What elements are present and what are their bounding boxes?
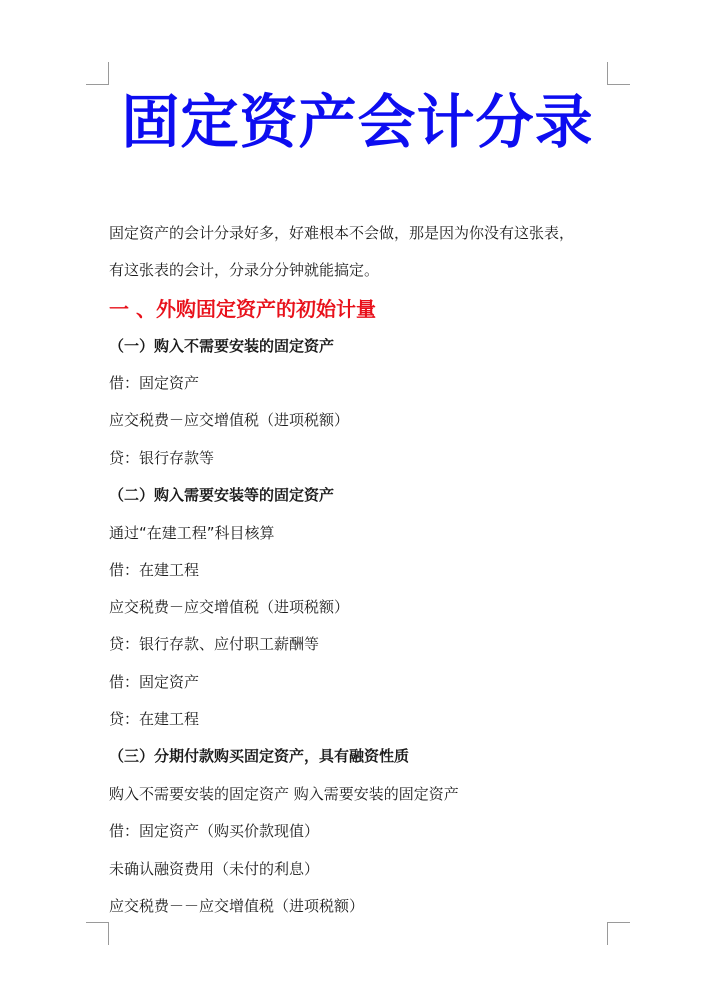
subsection-heading-2: （二）购入需要安装等的固定资产 — [109, 486, 335, 504]
entry-line: 贷：在建工程 — [109, 710, 200, 728]
section-heading-1: 一 、外购固定资产的初始计量 — [109, 297, 376, 321]
crop-mark-bottom-right — [607, 922, 630, 945]
entry-line: 借：固定资产 — [109, 673, 200, 691]
subsection-heading-1: （一）购入不需要安装的固定资产 — [109, 337, 335, 355]
entry-line: 未确认融资费用（未付的利息） — [109, 860, 320, 878]
entry-line: 贷：银行存款等 — [109, 449, 215, 467]
entry-line: 借：固定资产（购买价款现值） — [109, 822, 320, 840]
entry-line: 购入不需要安装的固定资产 购入需要安装的固定资产 — [109, 785, 459, 803]
entry-line: 应交税费－应交增值税（进项税额） — [109, 598, 350, 616]
intro-line-1: 固定资产的会计分录好多，好难根本不会做，那是因为你没有这张表， — [109, 224, 575, 242]
entry-line: 应交税费－－应交增值税（进项税额） — [109, 897, 365, 915]
entry-line: 贷：银行存款、应付职工薪酬等 — [109, 635, 320, 653]
subsection-heading-3: （三）分期付款购买固定资产，具有融资性质 — [109, 747, 410, 765]
entry-line: 应交税费－应交增值税（进项税额） — [109, 411, 350, 429]
crop-mark-bottom-left — [86, 922, 109, 945]
document-title: 固定资产会计分录 — [121, 88, 594, 156]
entry-line: 通过“在建工程”科目核算 — [109, 524, 275, 542]
entry-line: 借：固定资产 — [109, 374, 200, 392]
entry-line: 借：在建工程 — [109, 561, 200, 579]
intro-line-2: 有这张表的会计，分录分分钟就能搞定。 — [109, 261, 380, 279]
